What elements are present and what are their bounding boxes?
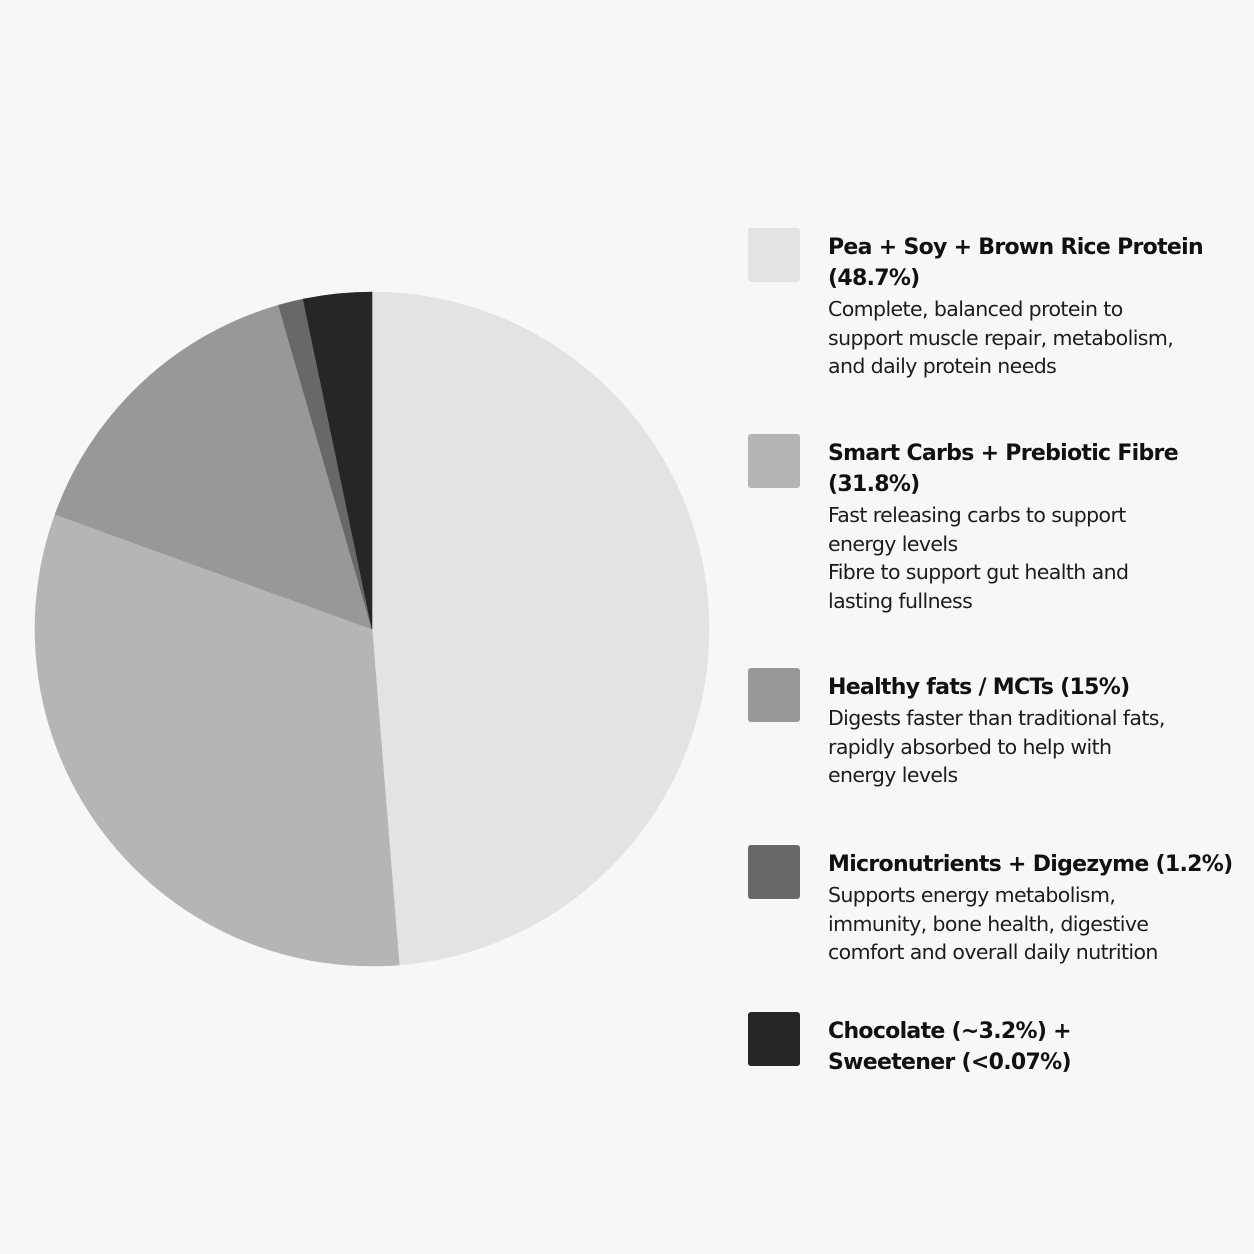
- legend-swatch-healthy-fats: [748, 668, 800, 722]
- pie-slice-protein: [372, 292, 709, 965]
- legend-swatch-chocolate-sweetener: [748, 1012, 800, 1066]
- legend-swatch-carbs-fibre: [748, 434, 800, 488]
- legend-title-micronutrients: Micronutrients + Digezyme (1.2%): [828, 852, 1233, 877]
- legend-title-healthy-fats: Healthy fats / MCTs (15%): [828, 675, 1130, 700]
- legend-swatch-micronutrients: [748, 845, 800, 899]
- legend-desc-micronutrients: Supports energy metabolism, immunity, bone health, digestive comfort and overall daily nutrition: [828, 883, 1158, 964]
- legend-title-chocolate-sweetener: Chocolate (~3.2%) + Sweetener (<0.07%): [828, 1019, 1071, 1075]
- legend-swatch-protein: [748, 228, 800, 282]
- legend-desc-healthy-fats: Digests faster than traditional fats, rapidly absorbed to help with energy levels: [828, 706, 1165, 787]
- legend-desc-carbs-fibre: Fast releasing carbs to support energy levels Fibre to support gut health and lasting fullness: [828, 503, 1129, 613]
- legend-desc-protein: Complete, balanced protein to support muscle repair, metabolism, and daily protein needs: [828, 297, 1174, 378]
- legend: [748, 0, 1248, 1254]
- legend-title-carbs-fibre: Smart Carbs + Prebiotic Fibre (31.8%): [828, 441, 1178, 497]
- legend-title-protein: Pea + Soy + Brown Rice Protein (48.7%): [828, 235, 1203, 291]
